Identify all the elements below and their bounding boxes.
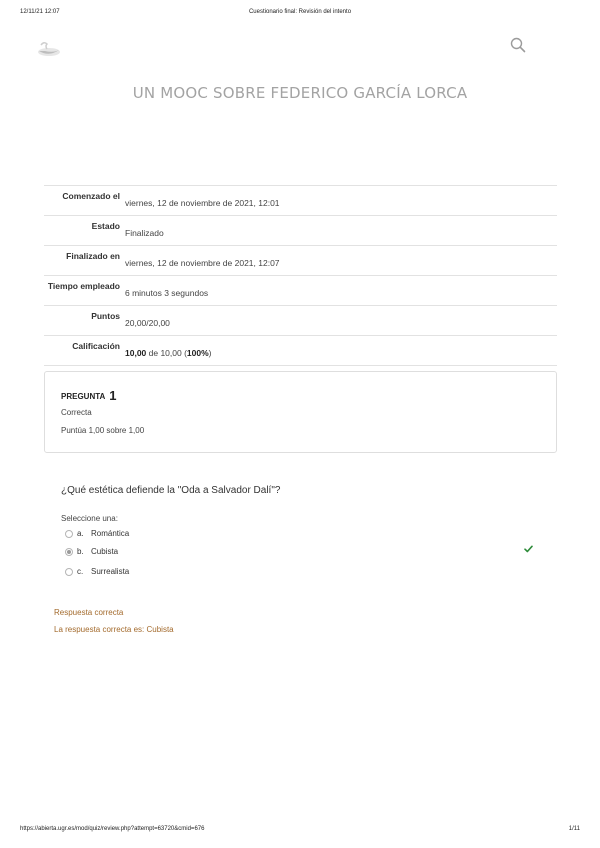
summary-value: Finalizado <box>125 228 164 238</box>
question-info-box <box>44 371 557 453</box>
swan-logo-icon[interactable] <box>35 37 63 59</box>
question-number <box>61 387 117 402</box>
answer-letter: a. <box>77 529 84 538</box>
summary-label: Puntos <box>91 311 120 321</box>
feedback-correct: Respuesta correcta <box>54 608 124 617</box>
answer-text: Romántica <box>91 529 130 538</box>
summary-row-state <box>44 216 557 246</box>
question-text: ¿Qué estética defiende la "Oda a Salvador Dalí"? <box>61 485 281 496</box>
print-datetime: 12/11/21 12:07 <box>20 9 60 15</box>
grade-score: 10,00 <box>125 348 147 358</box>
grade-value <box>125 348 212 358</box>
print-page-number: 1/11 <box>568 826 580 832</box>
radio-button[interactable] <box>65 568 73 576</box>
print-page-title: Cuestionario final: Revisión del intento <box>248 9 352 15</box>
summary-row-grade <box>44 336 557 366</box>
summary-label: Tiempo empleado <box>47 281 120 291</box>
answer-prompt: Seleccione una: <box>61 514 118 523</box>
summary-row-time-taken <box>44 276 557 306</box>
summary-label: Calificación <box>72 341 120 351</box>
site-title[interactable]: UN MOOC SOBRE FEDERICO GARCÍA LORCA <box>132 84 468 102</box>
print-footer <box>20 826 580 838</box>
grade-end: ) <box>208 348 212 358</box>
question-number-value: 1 <box>109 388 117 403</box>
summary-value: viernes, 12 de noviembre de 2021, 12:01 <box>125 198 280 208</box>
radio-button-selected[interactable] <box>65 548 73 556</box>
search-icon[interactable] <box>510 37 526 53</box>
grade-middle: de 10,00 ( <box>146 348 187 358</box>
print-url: https://abierta.ugr.es/mod/quiz/review.php?attempt=63720&cmid=676 <box>20 826 205 832</box>
summary-value: viernes, 12 de noviembre de 2021, 12:07 <box>125 258 280 268</box>
summary-value: 20,00/20,00 <box>125 318 170 328</box>
radio-button[interactable] <box>65 530 73 538</box>
summary-label: Comenzado el <box>62 191 120 201</box>
question-state: Correcta <box>61 408 92 417</box>
summary-row-finished <box>44 246 557 276</box>
summary-value: 6 minutos 3 segundos <box>125 288 209 298</box>
answer-letter: b. <box>77 547 84 556</box>
answer-text: Cubista <box>91 547 119 556</box>
summary-label: Finalizado en <box>66 251 120 261</box>
print-header <box>20 9 580 21</box>
summary-row-started <box>44 186 557 216</box>
check-icon <box>524 545 533 553</box>
answer-text: Surrealista <box>91 567 130 576</box>
summary-label: Estado <box>91 221 120 231</box>
answer-letter: c. <box>77 567 84 576</box>
right-answer-text: La respuesta correcta es: Cubista <box>54 625 174 634</box>
attempt-summary-table <box>44 185 557 366</box>
summary-row-points <box>44 306 557 336</box>
question-grade: Puntúa 1,00 sobre 1,00 <box>61 426 145 435</box>
question-label: PREGUNTA <box>61 392 106 401</box>
grade-percent: 100% <box>186 348 209 358</box>
